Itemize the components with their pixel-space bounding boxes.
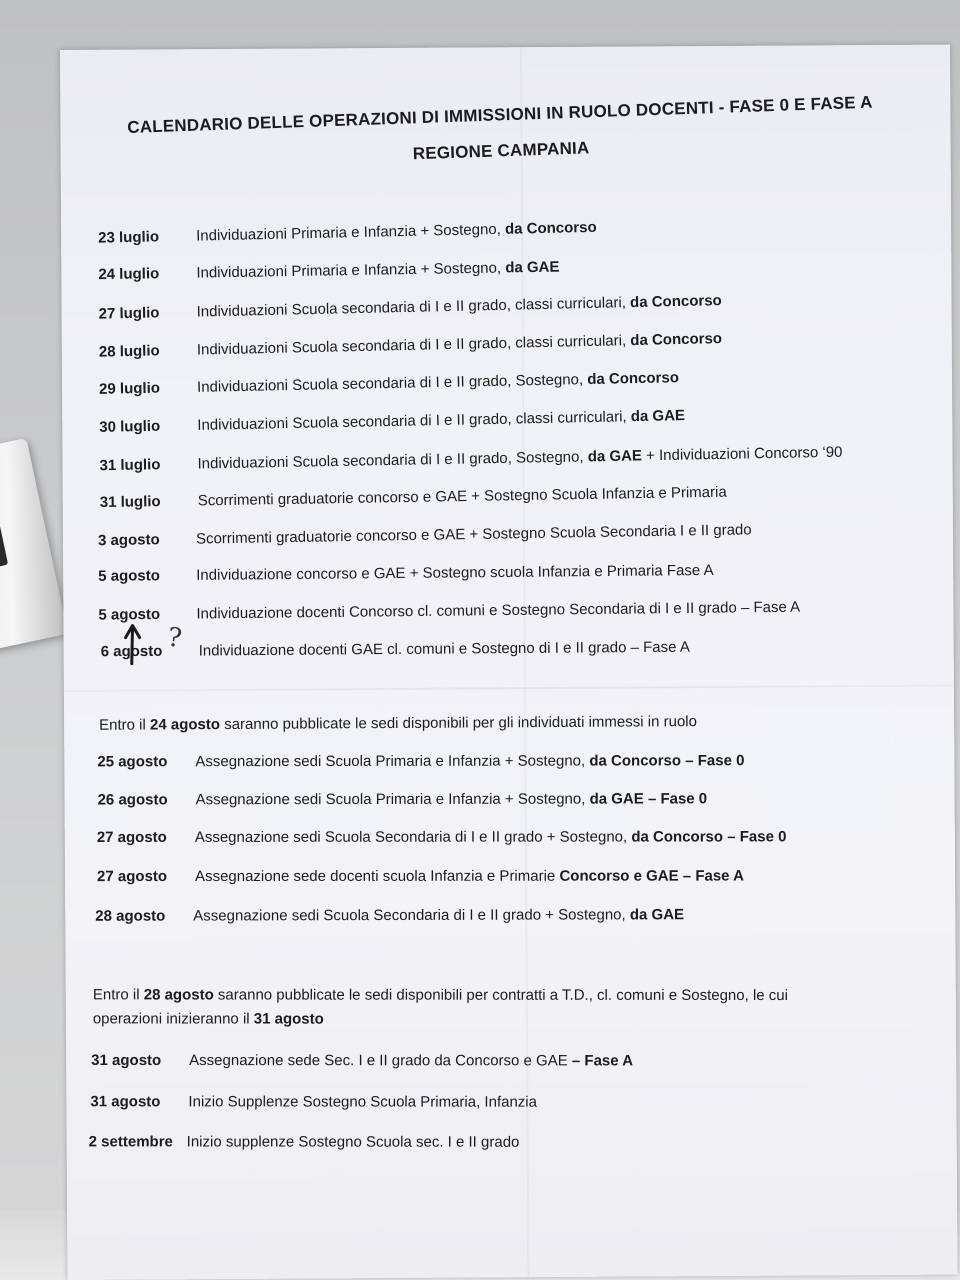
side-object-dark-strip bbox=[0, 486, 8, 567]
schedule-row bbox=[98, 258, 559, 286]
row-date: 30 luglio bbox=[99, 417, 161, 436]
schedule-row bbox=[98, 218, 597, 249]
schedule-row bbox=[99, 368, 679, 400]
paper-sheet bbox=[60, 45, 957, 1280]
row-desc: Individuazioni Scuola secondaria di I e II grado, Sostegno, bbox=[197, 448, 584, 473]
row-bold: da Concorso – Fase 0 bbox=[631, 828, 787, 846]
row-date: 31 luglio bbox=[99, 493, 161, 512]
row-desc: Scorrimenti graduatorie concorso e GAE + Sostegno Scuola Infanzia e Primaria bbox=[197, 483, 727, 510]
side-object bbox=[0, 438, 68, 652]
note-1-post: saranno pubblicate le sedi disponibili per gli individuati immessi in ruolo bbox=[224, 713, 697, 734]
row-date: 23 luglio bbox=[97, 228, 160, 247]
schedule-row bbox=[95, 905, 684, 927]
row-date: 28 agosto bbox=[95, 907, 166, 925]
row-desc: Assegnazione sedi Scuola Primaria e Infanzia + Sostegno, bbox=[195, 790, 586, 809]
schedule-row bbox=[89, 1132, 520, 1152]
row-date: 2 settembre bbox=[88, 1133, 173, 1151]
row-after: + Individuazioni Concorso ‘90 bbox=[645, 443, 843, 465]
row-desc: Individuazione docenti GAE cl. comuni e Sostegno di I e II grado – Fase A bbox=[198, 638, 690, 660]
row-date: 28 luglio bbox=[98, 342, 160, 361]
row-desc: Inizio Supplenze Sostegno Scuola Primaria, Infanzia bbox=[188, 1093, 537, 1111]
row-bold: – Fase A bbox=[571, 1052, 634, 1070]
row-date: 25 agosto bbox=[97, 753, 168, 771]
row-desc: Individuazione concorso e GAE + Sostegno scuola Infanzia e Primaria Fase A bbox=[196, 561, 714, 584]
row-desc: Individuazioni Scuola secondaria di I e II grado, classi curriculari, bbox=[196, 332, 627, 359]
document bbox=[60, 45, 957, 1280]
note-1 bbox=[99, 710, 697, 738]
row-bold: da GAE bbox=[629, 906, 685, 924]
row-desc: Individuazioni Scuola secondaria di I e II grado, classi curriculari, bbox=[197, 408, 627, 434]
note-1-bold: 24 agosto bbox=[149, 716, 221, 734]
row-desc: Individuazioni Scuola secondaria di I e II grado, Sostegno, bbox=[196, 371, 584, 396]
schedule-row bbox=[98, 598, 800, 626]
row-date: 27 agosto bbox=[96, 828, 167, 846]
row-desc: Scorrimenti graduatorie concorso e GAE + Sostegno Scuola Secondaria I e II grado bbox=[195, 521, 752, 548]
row-desc: Assegnazione sede docenti scuola Infanzia e Primarie bbox=[195, 867, 556, 886]
row-desc: Individuazioni Primaria e Infanzia + Sostegno, bbox=[196, 259, 502, 282]
note-2-line2-pre: operazioni inizieranno il bbox=[92, 1010, 250, 1028]
row-desc: Assegnazione sedi Scuola Secondaria di I e II grado + Sostegno, bbox=[193, 906, 626, 925]
row-bold: da GAE – Fase 0 bbox=[589, 790, 708, 808]
schedule-row bbox=[98, 291, 722, 325]
schedule-row bbox=[99, 443, 842, 477]
title-line-1: CALENDARIO DELLE OPERAZIONI DI IMMISSIONI IN RUOLO DOCENTI - FASE 0 E FASE A bbox=[126, 92, 873, 138]
row-bold: da Concorso bbox=[504, 218, 597, 238]
row-date: 26 agosto bbox=[97, 791, 168, 809]
row-bold: da GAE bbox=[505, 258, 560, 277]
document-title bbox=[110, 84, 892, 182]
row-desc: Individuazione docenti Concorso cl. comuni e Sostegno Secondaria di I e II grado – Fase A bbox=[196, 598, 801, 623]
note-2-line2-bold: 31 agosto bbox=[253, 1010, 324, 1028]
schedule-row bbox=[97, 751, 744, 772]
handwritten-question-mark: ? bbox=[165, 622, 184, 655]
row-desc: Assegnazione sedi Scuola Primaria e Infanzia + Sostegno, bbox=[195, 752, 586, 771]
row-bold: da Concorso bbox=[630, 330, 723, 350]
note-2-pre: Entro il bbox=[92, 986, 140, 1004]
row-bold: Concorso e GAE – Fase A bbox=[559, 867, 744, 885]
row-bold: da GAE bbox=[587, 447, 643, 466]
row-date: 27 luglio bbox=[98, 304, 160, 323]
row-desc: Assegnazione sedi Scuola Secondaria di I e II grado + Sostegno, bbox=[194, 828, 628, 846]
row-desc: Inizio supplenze Sostegno Scuola sec. I e II grado bbox=[186, 1133, 520, 1151]
row-bold: da Concorso – Fase 0 bbox=[589, 752, 745, 770]
row-desc: Individuazioni Primaria e Infanzia + Sostegno, bbox=[195, 220, 502, 245]
row-desc: Assegnazione sede Sec. I e II grado da Concorso e GAE bbox=[189, 1052, 568, 1070]
schedule-row bbox=[91, 1051, 633, 1071]
row-bold: da GAE bbox=[630, 407, 686, 426]
row-date: 5 agosto bbox=[98, 605, 161, 624]
row-date: 29 luglio bbox=[98, 379, 161, 398]
note-2 bbox=[93, 983, 788, 1032]
row-date: 6 agosto bbox=[100, 642, 163, 661]
note-2-bold: 28 agosto bbox=[143, 986, 214, 1004]
title-line-2: REGIONE CAMPANIA bbox=[412, 138, 590, 164]
row-bold: da Concorso bbox=[587, 369, 680, 389]
row-desc: Individuazioni Scuola secondaria di I e II grado, classi curriculari, bbox=[196, 294, 627, 321]
row-date: 5 agosto bbox=[98, 567, 160, 585]
row-date: 3 agosto bbox=[97, 531, 160, 550]
schedule-row bbox=[99, 329, 723, 363]
schedule-row bbox=[97, 827, 787, 848]
row-bold: da Concorso bbox=[629, 292, 722, 312]
schedule-row bbox=[98, 789, 708, 810]
row-date: 31 agosto bbox=[91, 1051, 162, 1069]
schedule-row bbox=[98, 520, 752, 551]
row-date: 31 agosto bbox=[90, 1093, 161, 1111]
note-2-post: saranno pubblicate le sedi disponibili per contratti a T.D., cl. comuni e Sostegno, le cui bbox=[217, 986, 788, 1004]
row-date: 31 luglio bbox=[99, 456, 161, 475]
schedule-row bbox=[98, 561, 714, 587]
row-date: 24 luglio bbox=[98, 265, 160, 284]
schedule-row bbox=[100, 483, 727, 513]
schedule-row bbox=[97, 867, 744, 888]
schedule-row bbox=[99, 406, 685, 438]
note-1-pre: Entro il bbox=[99, 716, 146, 734]
schedule-row bbox=[90, 1092, 537, 1112]
schedule-row bbox=[101, 638, 690, 663]
row-date: 27 agosto bbox=[97, 868, 168, 886]
